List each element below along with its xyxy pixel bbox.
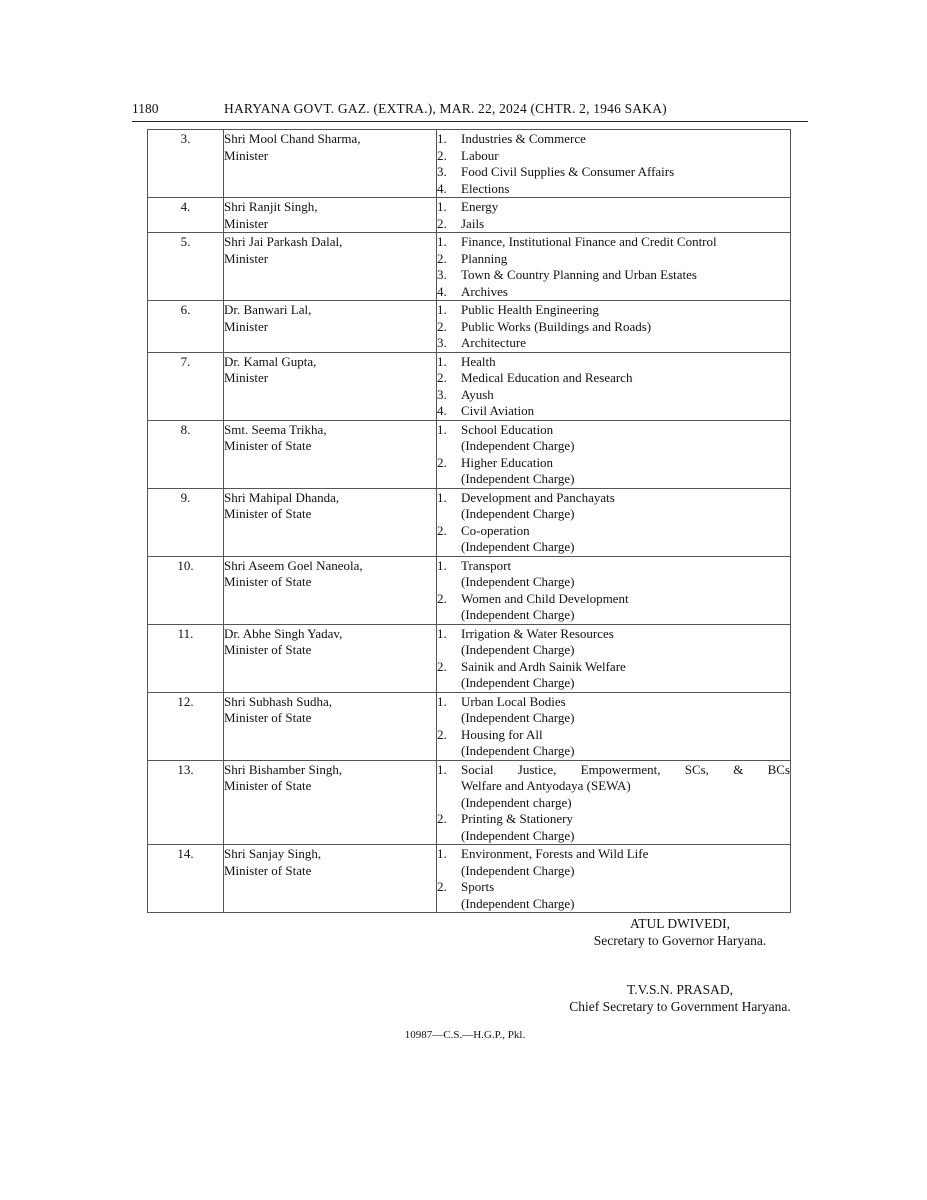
serial-number: 5. <box>148 233 224 301</box>
portfolio-item <box>437 490 790 523</box>
portfolio-number: 1. <box>437 199 447 214</box>
portfolio-line: (Independent charge) <box>461 794 572 810</box>
serial-number: 8. <box>148 420 224 488</box>
minister-name: Dr. Banwari Lal, <box>224 302 312 317</box>
portfolio-number: 1. <box>437 489 447 505</box>
portfolio-text <box>461 558 790 591</box>
portfolio-item <box>437 251 790 268</box>
portfolio-number: 2. <box>437 811 447 826</box>
portfolio-item <box>437 302 790 319</box>
portfolio-text <box>461 403 790 420</box>
serial-number: 7. <box>148 352 224 420</box>
portfolio-text <box>461 302 790 319</box>
minister-designation: Minister of State <box>224 778 312 793</box>
portfolio-cell <box>437 692 791 760</box>
portfolio-text <box>461 251 790 268</box>
portfolio-number: 1. <box>437 557 447 573</box>
portfolio-line: Development and Panchayats <box>461 489 615 505</box>
portfolio-line: Labour <box>461 147 499 163</box>
portfolio-text <box>461 335 790 352</box>
portfolio-number: 2. <box>437 658 447 674</box>
portfolio-text <box>461 148 790 165</box>
portfolio-line: Higher Education <box>461 454 554 470</box>
portfolio-table <box>147 129 791 913</box>
page-header <box>132 101 808 122</box>
portfolio-item <box>437 164 790 181</box>
table-row <box>148 420 791 488</box>
portfolio-item <box>437 558 790 591</box>
portfolio-line: (Independent Charge) <box>461 827 575 843</box>
portfolio-line: (Independent Charge) <box>461 471 575 486</box>
minister-name: Shri Aseem Goel Naneola, <box>224 557 363 573</box>
portfolio-cell <box>437 130 791 198</box>
portfolio-cell <box>437 488 791 556</box>
minister-designation: Minister of State <box>224 862 312 878</box>
portfolio-cell <box>437 624 791 692</box>
minister-name: Smt. Seema Trikha, <box>224 421 327 437</box>
portfolio-item <box>437 694 790 727</box>
portfolio-number: 4. <box>437 180 447 196</box>
minister-name: Shri Jai Parkash Dalal, <box>224 234 343 249</box>
portfolio-line: Jails <box>461 215 485 231</box>
minister-designation: Minister of State <box>224 642 312 657</box>
portfolio-item <box>437 523 790 556</box>
portfolio-line: (Independent Charge) <box>461 710 575 725</box>
portfolio-text <box>461 267 790 284</box>
table-row <box>148 760 791 845</box>
minister-name: Shri Bishamber Singh, <box>224 761 343 777</box>
portfolio-text <box>461 354 790 371</box>
portfolio-line: Social Justice, Empowerment, SCs, & BCs <box>461 761 790 777</box>
portfolio-line: Elections <box>461 180 510 196</box>
portfolio-line: Town & Country Planning and Urban Estates <box>461 267 697 282</box>
portfolio-item <box>437 879 790 912</box>
portfolio-text <box>461 181 790 198</box>
portfolio-text <box>461 199 790 216</box>
minister-designation: Minister <box>224 250 269 266</box>
portfolio-number: 1. <box>437 353 447 369</box>
minister-cell <box>224 845 437 913</box>
portfolio-item <box>437 846 790 879</box>
portfolio-number: 2. <box>437 215 447 231</box>
gazette-title: HARYANA GOVT. GAZ. (EXTRA.), MAR. 22, 2024 (CHTR. 2, 1946 SAKA) <box>224 101 667 116</box>
minister-name: Dr. Kamal Gupta, <box>224 353 317 369</box>
signature-block-secretary <box>560 915 800 949</box>
portfolio-cell <box>437 760 791 845</box>
portfolio-item <box>437 762 790 812</box>
minister-cell <box>224 420 437 488</box>
portfolio-item <box>437 284 790 301</box>
portfolio-number: 1. <box>437 302 447 317</box>
portfolio-line: Sainik and Ardh Sainik Welfare <box>461 658 626 674</box>
minister-designation: Minister <box>224 370 269 385</box>
minister-cell <box>224 130 437 198</box>
portfolio-text <box>461 626 790 659</box>
portfolio-text <box>461 490 790 523</box>
portfolio-line: Civil Aviation <box>461 403 535 418</box>
portfolio-line: Environment, Forests and Wild Life <box>461 846 649 861</box>
table-row <box>148 488 791 556</box>
portfolio-line: Medical Education and Research <box>461 370 633 385</box>
serial-number: 6. <box>148 301 224 353</box>
serial-number: 4. <box>148 198 224 233</box>
portfolio-item <box>437 811 790 844</box>
portfolio-item <box>437 199 790 216</box>
printer-footer: 10987—C.S.—H.G.P., Pkl. <box>404 1029 526 1041</box>
portfolio-line: (Independent Charge) <box>461 743 575 758</box>
serial-number: 11. <box>148 624 224 692</box>
portfolio-line: Printing & Stationery <box>461 811 573 826</box>
minister-name: Shri Mool Chand Sharma, <box>224 131 361 146</box>
minister-cell <box>224 301 437 353</box>
portfolio-number: 1. <box>437 625 447 641</box>
portfolio-text <box>461 523 790 556</box>
portfolio-number: 3. <box>437 267 447 282</box>
portfolio-cell <box>437 301 791 353</box>
minister-name: Shri Ranjit Singh, <box>224 199 318 214</box>
table-row <box>148 692 791 760</box>
portfolio-item <box>437 626 790 659</box>
portfolio-line: Welfare and Antyodaya (SEWA) <box>461 778 631 793</box>
portfolio-item <box>437 234 790 251</box>
portfolio-text <box>461 694 790 727</box>
serial-number: 14. <box>148 845 224 913</box>
minister-cell <box>224 760 437 845</box>
page-number: 1180 <box>132 101 159 116</box>
portfolio-text <box>461 879 790 912</box>
portfolio-line: (Independent Charge) <box>461 675 575 690</box>
portfolio-table-body <box>148 130 791 913</box>
table-row <box>148 301 791 353</box>
portfolio-number: 2. <box>437 879 447 894</box>
portfolio-text <box>461 216 790 233</box>
portfolio-number: 2. <box>437 318 447 334</box>
portfolio-number: 3. <box>437 164 447 179</box>
portfolio-text <box>461 727 790 760</box>
serial-number: 9. <box>148 488 224 556</box>
portfolio-item <box>437 370 790 387</box>
signatory-title: Chief Secretary to Government Haryana. <box>569 999 791 1014</box>
portfolio-item <box>437 387 790 404</box>
portfolio-cell <box>437 352 791 420</box>
minister-cell <box>224 488 437 556</box>
table-row <box>148 352 791 420</box>
portfolio-text <box>461 164 790 181</box>
portfolio-text <box>461 234 790 251</box>
table-row <box>148 233 791 301</box>
portfolio-line: School Education <box>461 421 554 437</box>
portfolio-line: Archives <box>461 283 508 299</box>
portfolio-item <box>437 403 790 420</box>
portfolio-text <box>461 284 790 301</box>
portfolio-number: 2. <box>437 454 447 470</box>
minister-designation: Minister <box>224 318 269 334</box>
portfolio-item <box>437 216 790 233</box>
portfolio-item <box>437 455 790 488</box>
table-row <box>148 198 791 233</box>
portfolio-line: Energy <box>461 199 499 214</box>
portfolio-item <box>437 181 790 198</box>
portfolio-item <box>437 148 790 165</box>
portfolio-text <box>461 455 790 488</box>
portfolio-line: (Independent Charge) <box>461 895 575 911</box>
portfolio-line: Health <box>461 353 496 369</box>
portfolio-line: (Independent Charge) <box>461 642 575 657</box>
portfolio-line: (Independent Charge) <box>461 438 575 453</box>
portfolio-text <box>461 131 790 148</box>
portfolio-line: (Independent Charge) <box>461 862 575 878</box>
minister-cell <box>224 556 437 624</box>
portfolio-line: Co-operation <box>461 522 530 538</box>
portfolio-number: 1. <box>437 421 447 437</box>
portfolio-number: 3. <box>437 335 447 350</box>
portfolio-item <box>437 131 790 148</box>
serial-number: 12. <box>148 692 224 760</box>
portfolio-item <box>437 727 790 760</box>
portfolio-number: 1. <box>437 761 447 777</box>
portfolio-text <box>461 811 790 844</box>
portfolio-line: Public Works (Buildings and Roads) <box>461 318 652 334</box>
portfolio-number: 2. <box>437 147 447 163</box>
portfolio-line: (Independent Charge) <box>461 539 575 554</box>
portfolio-number: 2. <box>437 590 447 606</box>
portfolio-line: Urban Local Bodies <box>461 693 566 709</box>
portfolio-item <box>437 591 790 624</box>
portfolio-number: 1. <box>437 131 447 146</box>
portfolio-text <box>461 846 790 879</box>
portfolio-line: Sports <box>461 879 495 894</box>
minister-cell <box>224 233 437 301</box>
serial-number: 10. <box>148 556 224 624</box>
portfolio-text <box>461 762 790 812</box>
portfolio-line: Housing for All <box>461 726 543 742</box>
portfolio-line: Planning <box>461 250 508 266</box>
minister-cell <box>224 624 437 692</box>
portfolio-text <box>461 659 790 692</box>
minister-name: Shri Subhash Sudha, <box>224 693 332 709</box>
portfolio-line: Architecture <box>461 335 526 350</box>
portfolio-number: 2. <box>437 726 447 742</box>
portfolio-text <box>461 422 790 455</box>
portfolio-number: 2. <box>437 250 447 266</box>
portfolio-line: Transport <box>461 557 512 573</box>
portfolio-number: 3. <box>437 386 447 402</box>
table-row <box>148 624 791 692</box>
minister-cell <box>224 352 437 420</box>
portfolio-cell <box>437 233 791 301</box>
portfolio-item <box>437 267 790 284</box>
portfolio-line: Finance, Institutional Finance and Credit Control <box>461 234 717 249</box>
portfolio-line: Industries & Commerce <box>461 131 586 146</box>
portfolio-line: Food Civil Supplies & Consumer Affairs <box>461 164 675 179</box>
minister-designation: Minister of State <box>224 710 312 725</box>
table-row <box>148 845 791 913</box>
portfolio-number: 4. <box>437 403 447 418</box>
portfolio-number: 1. <box>437 846 447 861</box>
portfolio-text <box>461 387 790 404</box>
portfolio-line: Women and Child Development <box>461 590 629 606</box>
minister-designation: Minister of State <box>224 438 312 453</box>
portfolio-line: (Independent Charge) <box>461 574 575 589</box>
portfolio-cell <box>437 556 791 624</box>
table-row <box>148 556 791 624</box>
signature-block-chief-secretary <box>560 981 800 1015</box>
portfolio-cell <box>437 845 791 913</box>
minister-name: Shri Sanjay Singh, <box>224 846 322 861</box>
minister-designation: Minister <box>224 147 269 163</box>
portfolio-text <box>461 591 790 624</box>
portfolio-number: 2. <box>437 370 447 385</box>
portfolio-item <box>437 659 790 692</box>
portfolio-item <box>437 422 790 455</box>
signatory-title: Secretary to Governor Haryana. <box>593 933 767 948</box>
portfolio-text <box>461 319 790 336</box>
signatory-name: T.V.S.N. PRASAD, <box>626 982 734 997</box>
minister-designation: Minister of State <box>224 506 312 521</box>
minister-cell <box>224 692 437 760</box>
portfolio-text <box>461 370 790 387</box>
minister-designation: Minister <box>224 215 269 231</box>
minister-cell <box>224 198 437 233</box>
minister-designation: Minister of State <box>224 574 312 589</box>
portfolio-line: Irrigation & Water Resources <box>461 625 614 641</box>
portfolio-item <box>437 354 790 371</box>
portfolio-number: 4. <box>437 283 447 299</box>
serial-number: 3. <box>148 130 224 198</box>
portfolio-item <box>437 319 790 336</box>
portfolio-cell <box>437 198 791 233</box>
portfolio-line: Ayush <box>461 386 494 402</box>
minister-name: Shri Mahipal Dhanda, <box>224 489 340 505</box>
portfolio-line: (Independent Charge) <box>461 506 575 521</box>
portfolio-cell <box>437 420 791 488</box>
signatory-name: ATUL DWIVEDI, <box>630 916 730 931</box>
portfolio-line: Public Health Engineering <box>461 302 599 317</box>
minister-name: Dr. Abhe Singh Yadav, <box>224 625 343 641</box>
table-row <box>148 130 791 198</box>
portfolio-number: 2. <box>437 522 447 538</box>
portfolio-number: 1. <box>437 693 447 709</box>
serial-number: 13. <box>148 760 224 845</box>
portfolio-number: 1. <box>437 234 447 249</box>
portfolio-item <box>437 335 790 352</box>
portfolio-line: (Independent Charge) <box>461 607 575 622</box>
